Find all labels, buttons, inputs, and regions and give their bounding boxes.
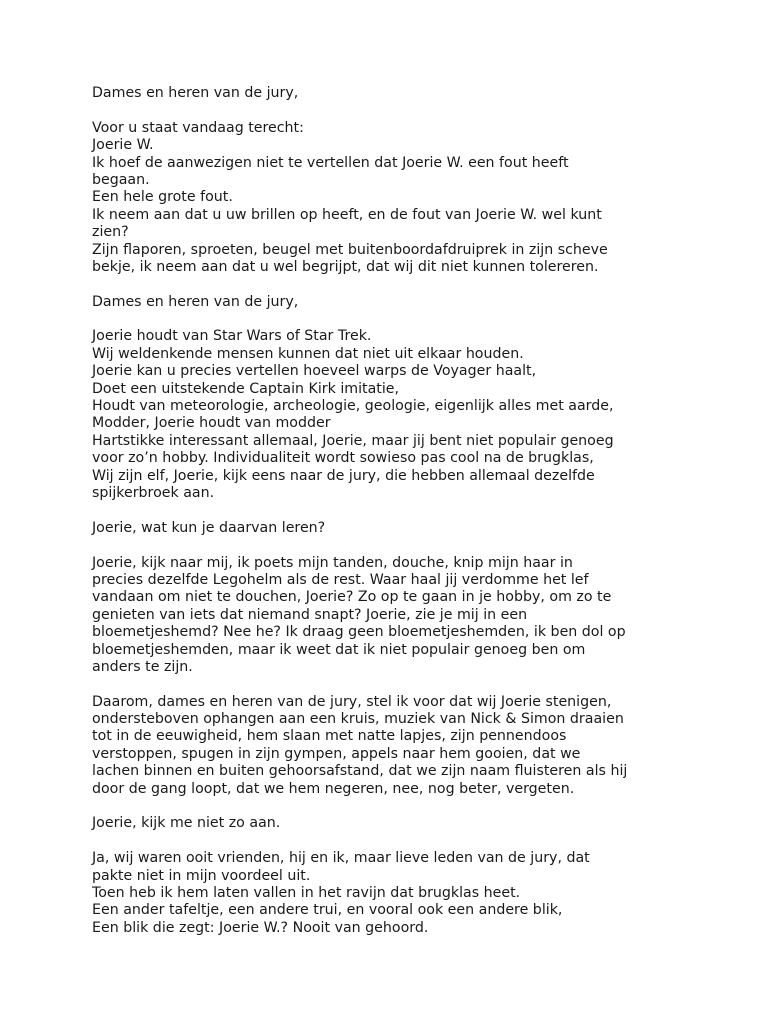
text-line: Een hele grote fout.	[92, 189, 233, 206]
paragraph-7	[92, 694, 722, 798]
text-line: Joerie, kijk naar mij, ik poets mijn tanden, douche, knip mijn haar in	[92, 554, 573, 571]
text-line: Ik neem aan dat u uw brillen op heeft, en de fout van Joerie W. wel kunt	[92, 206, 602, 223]
paragraph-gap	[92, 537, 722, 554]
text-line: Een blik die zegt: Joerie W.? Nooit van gehoord.	[92, 919, 429, 936]
text-line: zien?	[92, 224, 129, 241]
text-line: bekje, ik neem aan dat u wel begrijpt, dat wij dit niet kunnen tolereren.	[92, 258, 599, 275]
text-line: tot in de eeuwigheid, hem slaan met natte lapjes, zijn pennendoos	[92, 728, 567, 745]
text-line: bloemetjeshemd? Nee he? Ik draag geen bloemetjeshemden, ik ben dol op	[92, 624, 626, 641]
text-line: begaan.	[92, 171, 150, 188]
paragraph-3	[92, 294, 722, 311]
text-line: Joerie, wat kun je daarvan leren?	[92, 519, 326, 536]
text-line: pakte niet in mijn voordeel uit.	[92, 867, 311, 884]
text-line: verstoppen, spugen in zijn gympen, appels naar hem gooien, dat we	[92, 745, 581, 762]
text-line: Joerie, kijk me niet zo aan.	[92, 815, 281, 832]
text-line: genieten van iets dat niemand snapt? Joerie, zie je mij in een	[92, 606, 528, 623]
text-line: vandaan om niet te douchen, Joerie? Zo op te gaan in je hobby, om zo te	[92, 589, 612, 606]
text-line: Ja, wij waren ooit vrienden, hij en ik, maar lieve leden van de jury, dat	[92, 850, 590, 867]
text-line: voor zo’n hobby. Individualiteit wordt sowieso pas cool na de brugklas,	[92, 450, 594, 467]
text-line: Zijn flaporen, sproeten, beugel met buitenboordafdruiprek in zijn scheve	[92, 241, 608, 258]
text-line: Doet een uitstekende Captain Kirk imitatie,	[92, 380, 400, 397]
paragraph-gap	[92, 311, 722, 328]
paragraph-gap	[92, 276, 722, 293]
text-line: Wij weldenkende mensen kunnen dat niet uit elkaar houden.	[92, 345, 524, 362]
paragraph-gap	[92, 798, 722, 815]
text-line: Voor u staat vandaag terecht:	[92, 119, 304, 136]
text-line: bloemetjeshemden, maar ik weet dat ik niet populair genoeg ben om	[92, 641, 586, 658]
text-line: Joerie kan u precies vertellen hoeveel warps de Voyager haalt,	[92, 363, 537, 380]
paragraph-1	[92, 85, 722, 102]
text-line: Daarom, dames en heren van de jury, stel ik voor dat wij Joerie stenigen,	[92, 693, 612, 710]
text-line: door de gang loopt, dat we hem negeren, nee, nog beter, vergeten.	[92, 780, 575, 797]
paragraph-2	[92, 120, 722, 277]
text-line: Hartstikke interessant allemaal, Joerie, maar jij bent niet populair genoeg	[92, 432, 614, 449]
paragraph-9	[92, 850, 722, 937]
text-line: Joerie houdt van Star Wars of Star Trek.	[92, 328, 372, 345]
text-line: Een ander tafeltje, een andere trui, en vooral ook een andere blik,	[92, 902, 563, 919]
text-line: Ik hoef de aanwezigen niet te vertellen dat Joerie W. een fout heeft	[92, 154, 569, 171]
text-line: anders te zijn.	[92, 658, 193, 675]
paragraph-gap	[92, 502, 722, 519]
paragraph-5	[92, 520, 722, 537]
text-line: ondersteboven ophangen aan een kruis, muziek van Nick & Simon draaien	[92, 711, 624, 728]
text-line: Dames en heren van de jury,	[92, 293, 299, 310]
text-line: Toen heb ik hem laten vallen in het ravijn dat brugklas heet.	[92, 884, 521, 901]
text-line: Joerie W.	[92, 137, 154, 154]
paragraph-4	[92, 328, 722, 502]
text-line: lachen binnen en buiten gehoorsafstand, dat we zijn naam fluisteren als hij	[92, 763, 628, 780]
text-line: Wij zijn elf, Joerie, kijk eens naar de jury, die hebben allemaal dezelfde	[92, 467, 595, 484]
text-line: Dames en heren van de jury,	[92, 85, 299, 101]
paragraph-gap	[92, 676, 722, 693]
paragraph-gap	[92, 833, 722, 850]
text-line: precies dezelfde Legohelm als de rest. Waar haal jij verdomme het lef	[92, 571, 589, 588]
document-body	[92, 85, 722, 937]
paragraph-gap	[92, 102, 722, 119]
text-line: spijkerbroek aan.	[92, 484, 215, 501]
paragraph-6	[92, 555, 722, 677]
text-line: Modder, Joerie houdt van modder	[92, 415, 331, 432]
paragraph-8	[92, 815, 722, 832]
text-line: Houdt van meteorologie, archeologie, geologie, eigenlijk alles met aarde,	[92, 398, 614, 415]
